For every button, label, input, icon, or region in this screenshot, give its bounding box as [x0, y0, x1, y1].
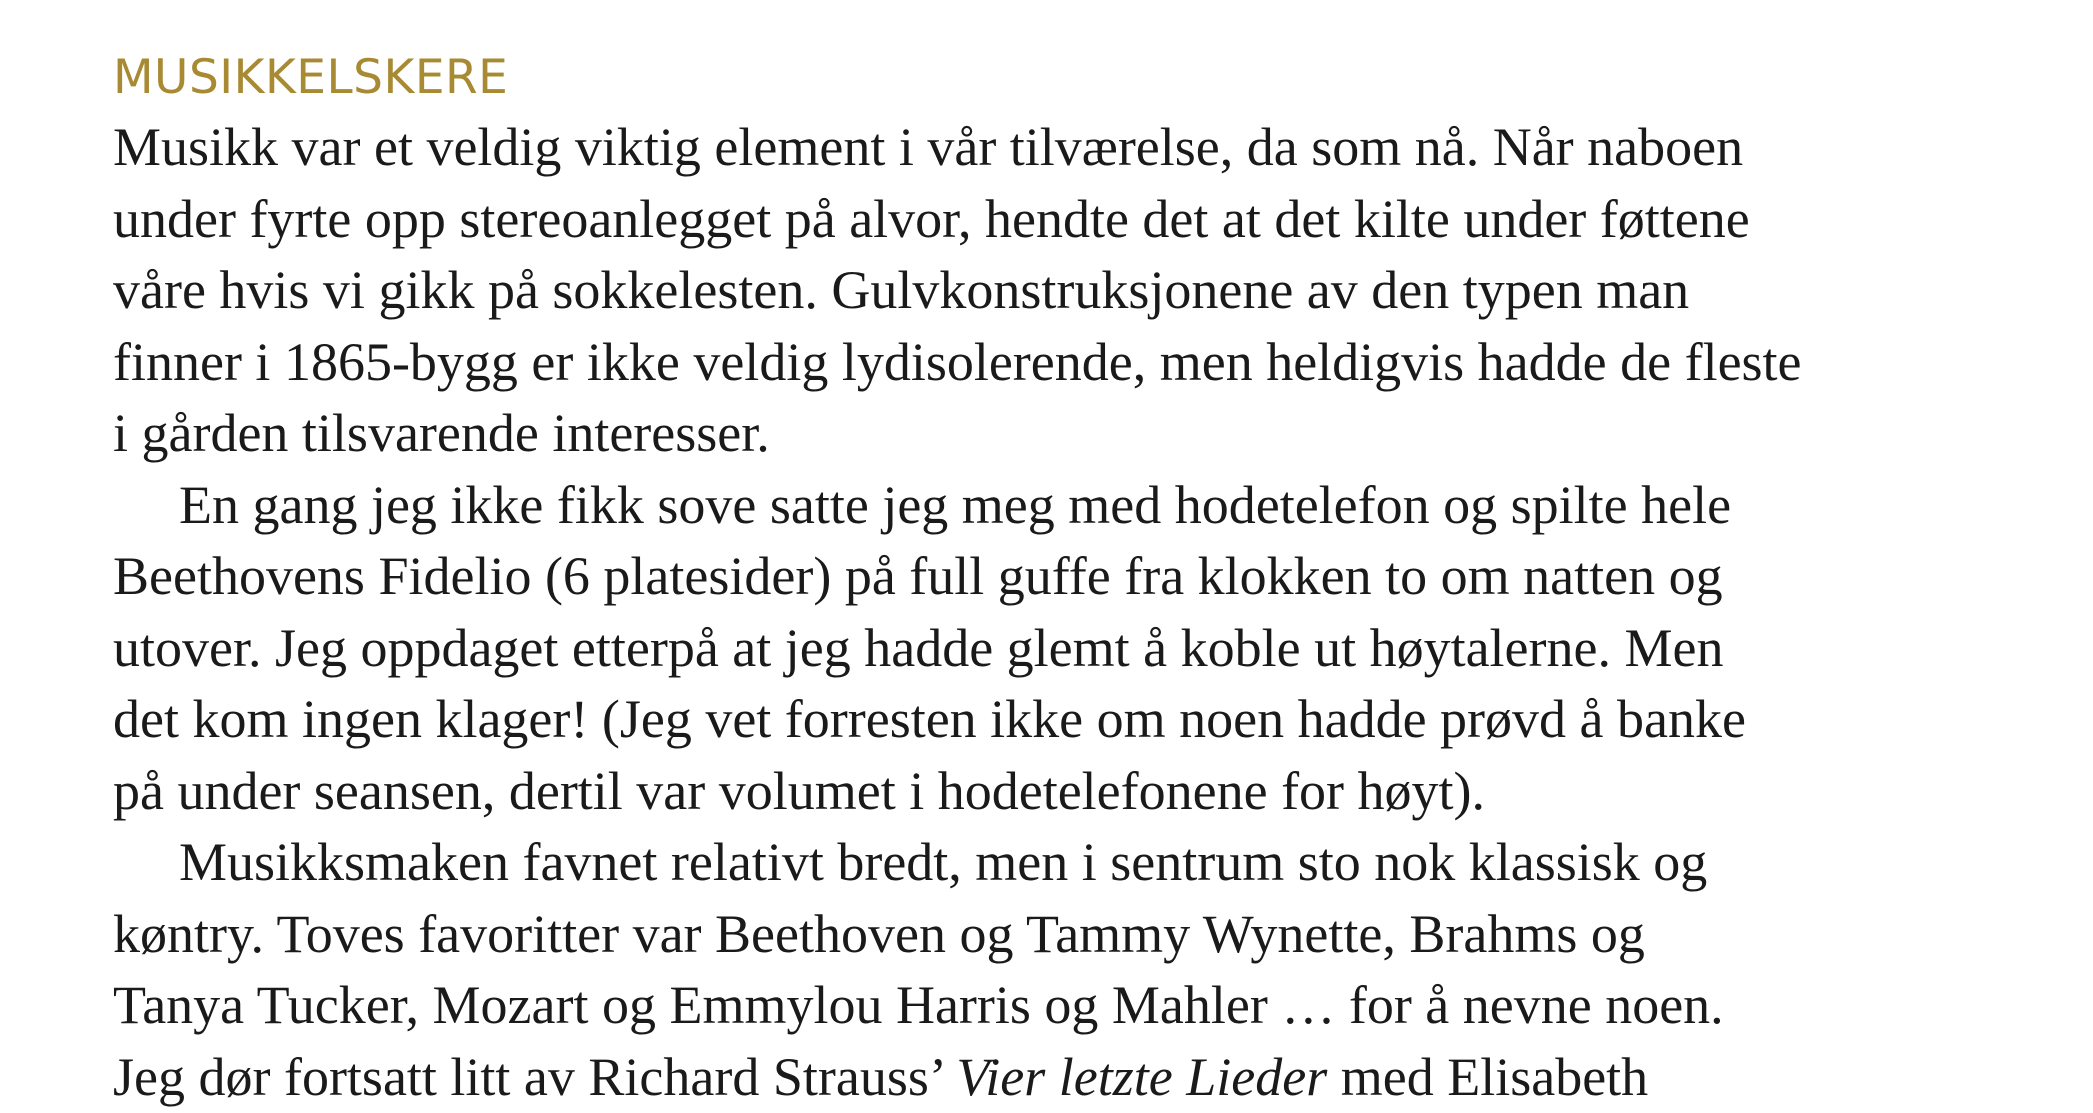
- paragraph-3: [113, 827, 1802, 1113]
- text-line: utover. Jeg oppdaget etterpå at jeg hadde glemt å koble ut høytalerne. Men: [113, 613, 1802, 685]
- text-line: Beethovens Fidelio (6 platesider) på full guffe fra klokken to om natten og: [113, 541, 1802, 613]
- text-line: Tanya Tucker, Mozart og Emmylou Harris og Mahler … for å nevne noen.: [113, 970, 1802, 1042]
- section-heading: MUSIKKELSKERE: [113, 48, 508, 108]
- paragraph-1: [113, 112, 1802, 470]
- work-title: Vier letzte Lieder: [956, 1047, 1327, 1107]
- text-line: under fyrte opp stereoanlegget på alvor, hendte det at det kilte under føttene: [113, 184, 1802, 256]
- text-line: Musikksmaken favnet relativt bredt, men i sentrum sto nok klassisk og: [113, 827, 1802, 899]
- text-line: køntry. Toves favoritter var Beethoven og Tammy Wynette, Brahms og: [113, 899, 1802, 971]
- text-line: våre hvis vi gikk på sokkelesten. Gulvkonstruksjonene av den typen man: [113, 255, 1802, 327]
- text-line: Musikk var et veldig viktig element i vår tilværelse, da som nå. Når naboen: [113, 112, 1802, 184]
- text-line: i gården tilsvarende interesser.: [113, 398, 1802, 470]
- text-segment: med Elisabeth: [1327, 1047, 1648, 1107]
- body-text: [113, 112, 1802, 1113]
- text-line: finner i 1865-bygg er ikke veldig lydisolerende, men heldigvis hadde de fleste: [113, 327, 1802, 399]
- text-line: En gang jeg ikke fikk sove satte jeg meg med hodetelefon og spilte hele: [113, 470, 1802, 542]
- text-line: på under seansen, dertil var volumet i hodetelefonene for høyt).: [113, 756, 1802, 828]
- text-segment: Jeg dør fortsatt litt av Richard Strauss’: [113, 1047, 956, 1107]
- text-line-partial: [113, 1042, 1802, 1113]
- paragraph-2: [113, 470, 1802, 828]
- text-line: det kom ingen klager! (Jeg vet forresten ikke om noen hadde prøvd å banke: [113, 684, 1802, 756]
